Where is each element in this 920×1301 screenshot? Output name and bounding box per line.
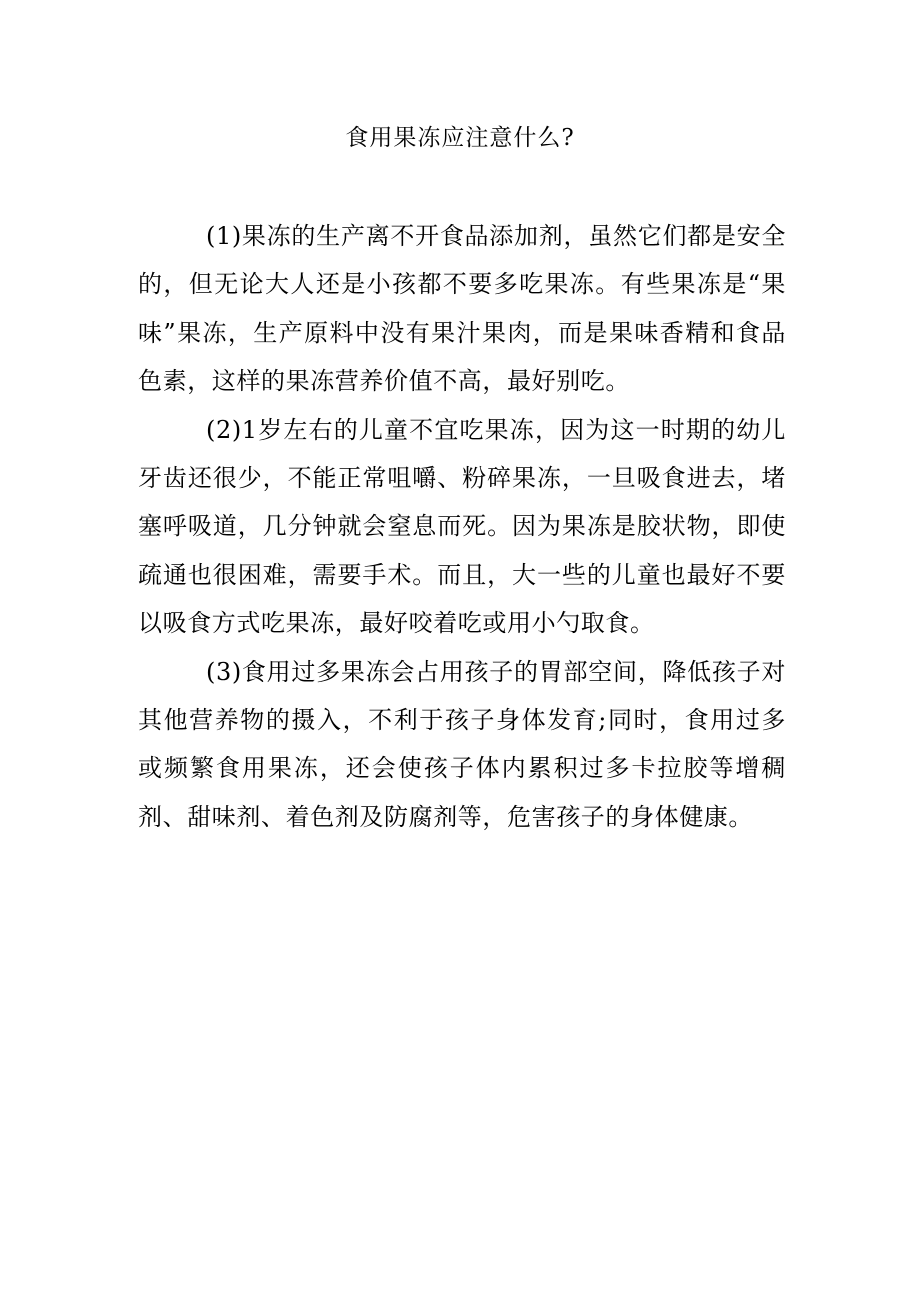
paragraph-3: (3)食用过多果冻会占用孩子的胃部空间，降低孩子对其他营养物的摄入，不利于孩子身体发育;同时，食用过多或频繁食用果冻，还会使孩子体内累积过多卡拉胶等增稠剂、甜味剂、着色剂及防腐剂等，危害孩子的身体健康。 [138,657,786,831]
paragraph-2: (2)1岁左右的儿童不宜吃果冻，因为这一时期的幼儿牙齿还很少，不能正常咀嚼、粉碎果冻，一旦吸食进去，堵塞呼吸道，几分钟就会窒息而死。因为果冻是胶状物，即使疏通也很困难，需要手术。而且，大一些的儿童也最好不要以吸食方式吃果冻，最好咬着吃或用小勺取食。 [138,415,786,638]
paragraph-1: (1)果冻的生产离不开食品添加剂，虽然它们都是安全的，但无论大人还是小孩都不要多吃果冻。有些果冻是“果味”果冻，生产原料中没有果汁果肉，而是果味香精和食品色素，这样的果冻营养价值不高，最好别吃。 [138,222,786,396]
document-title: 食用果冻应注意什么? [345,125,575,151]
document-body [138,212,786,841]
